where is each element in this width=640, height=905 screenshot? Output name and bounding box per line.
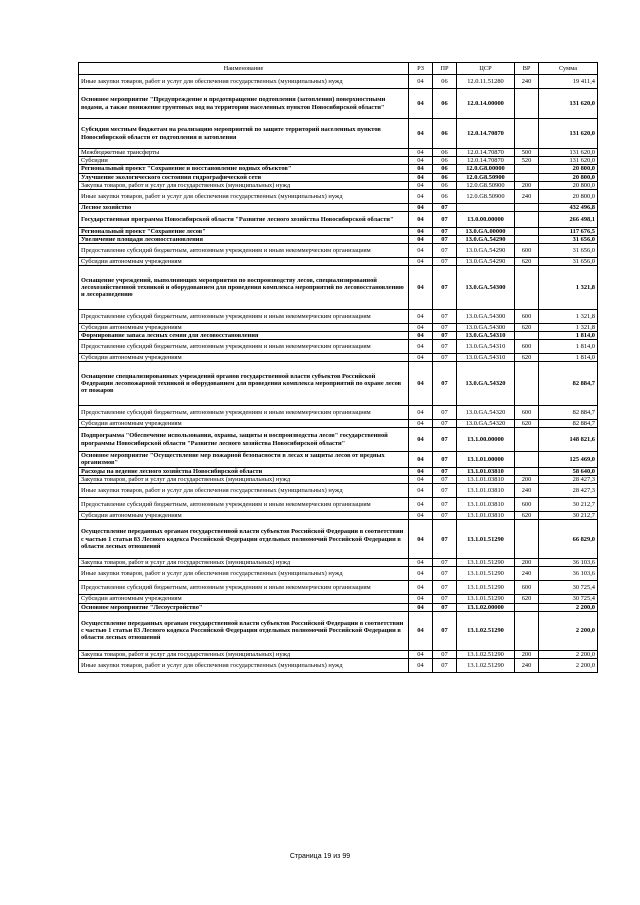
cell-pr: 07: [433, 467, 457, 475]
cell-csr: 13.1.01.03810: [457, 475, 515, 483]
cell-pr: 07: [433, 595, 457, 603]
cell-csr: 13.1.01.51290: [457, 520, 515, 559]
table-row: [79, 498, 598, 512]
cell-sum: 82 884,7: [539, 405, 598, 419]
cell-pr: 06: [433, 157, 457, 165]
table-row: [79, 559, 598, 567]
cell-vr: [515, 520, 539, 559]
cell-csr: 13.0.GA.54320: [457, 362, 515, 406]
cell-sum: 2 200,0: [539, 611, 598, 650]
cell-csr: 13.0.GA.54300: [457, 309, 515, 323]
cell-vr: 620: [515, 258, 539, 266]
table-row: [79, 354, 598, 362]
cell-rz: 04: [409, 181, 433, 189]
cell-sum: 131 620,0: [539, 119, 598, 149]
cell-sum: 131 620,0: [539, 157, 598, 165]
cell-rz: 04: [409, 235, 433, 243]
cell-sum: 28 427,3: [539, 475, 598, 483]
table-row: [79, 467, 598, 475]
cell-rz: 04: [409, 559, 433, 567]
cell-pr: 07: [433, 212, 457, 228]
cell-vr: 240: [515, 75, 539, 89]
table-row: [79, 405, 598, 419]
cell-vr: [515, 362, 539, 406]
cell-rz: 04: [409, 611, 433, 650]
cell-csr: 13.1.02.51290: [457, 650, 515, 658]
cell-vr: 500: [515, 149, 539, 157]
table-row: [79, 512, 598, 520]
cell-pr: 07: [433, 258, 457, 266]
cell-sum: 131 620,0: [539, 149, 598, 157]
cell-vr: 620: [515, 595, 539, 603]
cell-rz: 04: [409, 340, 433, 354]
cell-pr: 07: [433, 498, 457, 512]
header-csr: ЦСР: [457, 63, 515, 75]
cell-csr: 12.0.14.70870: [457, 157, 515, 165]
cell-csr: 13.1.01.51290: [457, 567, 515, 581]
table-row: [79, 581, 598, 595]
cell-pr: 06: [433, 190, 457, 204]
cell-pr: 07: [433, 428, 457, 452]
cell-rz: 04: [409, 581, 433, 595]
cell-name: Иные закупки товаров, работ и услуг для обеспечения государственных (муниципальных) нужд: [79, 190, 409, 204]
cell-vr: 620: [515, 323, 539, 331]
cell-pr: 07: [433, 520, 457, 559]
cell-rz: 04: [409, 467, 433, 475]
cell-csr: 13.1.01.51290: [457, 559, 515, 567]
cell-rz: 04: [409, 512, 433, 520]
cell-sum: 1 814,0: [539, 340, 598, 354]
budget-document: [78, 62, 597, 673]
cell-pr: 07: [433, 244, 457, 258]
cell-rz: 04: [409, 650, 433, 658]
cell-sum: 432 496,8: [539, 204, 598, 212]
cell-rz: 04: [409, 520, 433, 559]
cell-name: Иные закупки товаров, работ и услуг для обеспечения государственных (муниципальных) нужд: [79, 567, 409, 581]
table-row: [79, 452, 598, 468]
cell-name: Основное мероприятие "Лесоустройство": [79, 603, 409, 611]
cell-csr: 13.0.GA.54290: [457, 258, 515, 266]
cell-sum: 1 321,8: [539, 323, 598, 331]
cell-sum: 20 800,0: [539, 173, 598, 181]
cell-pr: 06: [433, 173, 457, 181]
cell-vr: [515, 165, 539, 173]
cell-csr: 13.1.00.00000: [457, 428, 515, 452]
table-row: [79, 235, 598, 243]
cell-vr: 600: [515, 340, 539, 354]
table-row: [79, 181, 598, 189]
cell-csr: 13.1.01.00000: [457, 452, 515, 468]
cell-rz: 04: [409, 475, 433, 483]
cell-rz: 04: [409, 603, 433, 611]
cell-name: Субсидии: [79, 157, 409, 165]
cell-pr: 07: [433, 332, 457, 340]
cell-sum: 2 200,0: [539, 650, 598, 658]
cell-name: Закупка товаров, работ и услуг для государственных (муниципальных) нужд: [79, 650, 409, 658]
cell-csr: 13.1.02.51290: [457, 659, 515, 673]
cell-rz: 04: [409, 149, 433, 157]
cell-name: Региональный проект "Сохранение лесов": [79, 227, 409, 235]
table-row: [79, 475, 598, 483]
cell-csr: 12.0.14.70870: [457, 149, 515, 157]
cell-sum: 20 800,0: [539, 181, 598, 189]
cell-name: Оснащение учреждений, выполняющих мероприятия по воспроизводству лесов, специализированной лесохозяйственной техникой и оборудованием для проведения комплекса мероприятий по лесовосстановлению и лесоразведению: [79, 266, 409, 310]
table-row: [79, 165, 598, 173]
cell-sum: 1 321,8: [539, 266, 598, 310]
cell-pr: 06: [433, 119, 457, 149]
cell-pr: 07: [433, 204, 457, 212]
cell-csr: 13.1.02.00000: [457, 603, 515, 611]
cell-sum: 20 800,0: [539, 190, 598, 204]
cell-sum: 31 656,0: [539, 235, 598, 243]
cell-vr: [515, 89, 539, 119]
cell-name: Предоставление субсидий бюджетным, автономным учреждениям и иным некоммерческим организациям: [79, 340, 409, 354]
cell-pr: 07: [433, 559, 457, 567]
cell-pr: 06: [433, 165, 457, 173]
cell-csr: 13.0.GA.54310: [457, 332, 515, 340]
cell-vr: 240: [515, 567, 539, 581]
table-row: [79, 89, 598, 119]
cell-csr: 13.1.01.51290: [457, 595, 515, 603]
cell-vr: 200: [515, 181, 539, 189]
cell-vr: 600: [515, 244, 539, 258]
cell-name: Расходы на ведение лесного хозяйства Новосибирской области: [79, 467, 409, 475]
cell-pr: 07: [433, 227, 457, 235]
cell-name: Увеличение площади лесовосстановления: [79, 235, 409, 243]
cell-name: Государственная программа Новосибирской области "Развитие лесного хозяйства Новосибирской области": [79, 212, 409, 228]
cell-vr: [515, 212, 539, 228]
table-row: [79, 212, 598, 228]
table-row: [79, 428, 598, 452]
cell-csr: 13.1.01.03810: [457, 467, 515, 475]
cell-sum: 20 800,0: [539, 165, 598, 173]
cell-vr: [515, 467, 539, 475]
cell-vr: [515, 603, 539, 611]
table-row: [79, 204, 598, 212]
cell-csr: 13.1.01.03810: [457, 498, 515, 512]
table-row: [79, 75, 598, 89]
cell-csr: 13.0.00.00000: [457, 212, 515, 228]
header-sum: Сумма: [539, 63, 598, 75]
cell-rz: 04: [409, 405, 433, 419]
cell-name: Региональный проект "Сохранение и восстановление водных объектов": [79, 165, 409, 173]
cell-vr: [515, 227, 539, 235]
cell-csr: 13.0.GA.54300: [457, 266, 515, 310]
cell-pr: 07: [433, 650, 457, 658]
cell-name: Предоставление субсидий бюджетным, автономным учреждениям и иным некоммерческим организациям: [79, 581, 409, 595]
cell-vr: 620: [515, 419, 539, 427]
table-row: [79, 227, 598, 235]
cell-name: Субсидии автономным учреждениям: [79, 258, 409, 266]
budget-table: [78, 62, 598, 673]
cell-csr: 13.1.01.51290: [457, 581, 515, 595]
cell-vr: [515, 173, 539, 181]
cell-vr: [515, 235, 539, 243]
cell-vr: 240: [515, 659, 539, 673]
cell-vr: 520: [515, 157, 539, 165]
header-name: Наименование: [79, 63, 409, 75]
cell-vr: [515, 332, 539, 340]
cell-sum: 1 321,8: [539, 309, 598, 323]
cell-pr: 07: [433, 405, 457, 419]
cell-csr: 13.1.01.03810: [457, 484, 515, 498]
cell-rz: 04: [409, 484, 433, 498]
cell-pr: 06: [433, 149, 457, 157]
cell-sum: 82 884,7: [539, 362, 598, 406]
table-row: [79, 340, 598, 354]
table-row: [79, 157, 598, 165]
table-row: [79, 650, 598, 658]
cell-pr: 07: [433, 419, 457, 427]
cell-sum: 36 103,6: [539, 559, 598, 567]
cell-name: Иные закупки товаров, работ и услуг для обеспечения государственных (муниципальных) нужд: [79, 659, 409, 673]
page-number: Страница 19 из 99: [289, 853, 351, 860]
cell-name: Субсидии автономным учреждениям: [79, 354, 409, 362]
cell-pr: 07: [433, 581, 457, 595]
cell-pr: 07: [433, 266, 457, 310]
cell-pr: 07: [433, 235, 457, 243]
table-row: [79, 332, 598, 340]
cell-csr: 13.0.GA.00000: [457, 227, 515, 235]
cell-sum: 125 469,0: [539, 452, 598, 468]
table-row: [79, 173, 598, 181]
cell-rz: 04: [409, 157, 433, 165]
cell-vr: [515, 428, 539, 452]
cell-sum: 31 656,0: [539, 258, 598, 266]
cell-name: Предоставление субсидий бюджетным, автономным учреждениям и иным некоммерческим организациям: [79, 498, 409, 512]
cell-name: Улучшение экологического состояния гидрографической сети: [79, 173, 409, 181]
cell-vr: 240: [515, 190, 539, 204]
cell-vr: [515, 611, 539, 650]
cell-pr: 07: [433, 603, 457, 611]
table-body: [79, 75, 598, 673]
table-row: [79, 149, 598, 157]
cell-csr: 13.0.GA.54310: [457, 354, 515, 362]
cell-name: Предоставление субсидий бюджетным, автономным учреждениям и иным некоммерческим организациям: [79, 309, 409, 323]
table-row: [79, 258, 598, 266]
cell-sum: 58 640,0: [539, 467, 598, 475]
cell-vr: 200: [515, 475, 539, 483]
cell-rz: 04: [409, 212, 433, 228]
header-rz: РЗ: [409, 63, 433, 75]
table-row: [79, 484, 598, 498]
cell-rz: 04: [409, 428, 433, 452]
cell-sum: 31 656,0: [539, 244, 598, 258]
cell-name: Субсидии местным бюджетам на реализацию мероприятий по защите территорий населенных пунктов Новосибирской области от подтопления и затопления: [79, 119, 409, 149]
cell-sum: 148 821,6: [539, 428, 598, 452]
cell-name: Иные закупки товаров, работ и услуг для обеспечения государственных (муниципальных) нужд: [79, 484, 409, 498]
cell-sum: 1 814,0: [539, 354, 598, 362]
cell-pr: 07: [433, 484, 457, 498]
cell-vr: [515, 204, 539, 212]
cell-vr: 620: [515, 354, 539, 362]
cell-csr: 13.0.GA.54320: [457, 405, 515, 419]
cell-pr: 07: [433, 309, 457, 323]
cell-rz: 04: [409, 595, 433, 603]
table-row: [79, 595, 598, 603]
cell-rz: 04: [409, 498, 433, 512]
cell-name: Лесное хозяйство: [79, 204, 409, 212]
cell-pr: 07: [433, 567, 457, 581]
table-row: [79, 244, 598, 258]
cell-name: Субсидии автономным учреждениям: [79, 419, 409, 427]
cell-pr: 07: [433, 340, 457, 354]
header-pr: ПР: [433, 63, 457, 75]
cell-rz: 04: [409, 204, 433, 212]
cell-name: Формирование запаса лесных семян для лесовосстановления: [79, 332, 409, 340]
cell-rz: 04: [409, 244, 433, 258]
cell-pr: 07: [433, 323, 457, 331]
cell-rz: 04: [409, 89, 433, 119]
cell-sum: 30 212,7: [539, 512, 598, 520]
cell-pr: 07: [433, 452, 457, 468]
cell-pr: 06: [433, 89, 457, 119]
cell-name: Осуществление переданных органам государственной власти субъектов Российской Федерации в соответствии с частью 1 статьи 83 Лесного кодекса Российской Федерации отдельных полномочий Российской Федерации в области лесных отношений: [79, 520, 409, 559]
cell-name: Предоставление субсидий бюджетным, автономным учреждениям и иным некоммерческим организациям: [79, 244, 409, 258]
cell-csr: 12.0.14.00000: [457, 89, 515, 119]
cell-rz: 04: [409, 258, 433, 266]
cell-rz: 04: [409, 190, 433, 204]
cell-sum: 117 676,5: [539, 227, 598, 235]
cell-pr: 07: [433, 362, 457, 406]
cell-rz: 04: [409, 119, 433, 149]
cell-sum: 82 884,7: [539, 419, 598, 427]
cell-csr: 13.0.GA.54320: [457, 419, 515, 427]
cell-name: Закупка товаров, работ и услуг для государственных (муниципальных) нужд: [79, 559, 409, 567]
cell-rz: 04: [409, 452, 433, 468]
cell-vr: 600: [515, 498, 539, 512]
cell-csr: 13.0.GA.54310: [457, 340, 515, 354]
cell-name: Субсидии автономным учреждениям: [79, 323, 409, 331]
cell-name: Основное мероприятие "Предупреждение и предотвращение подтопления (затопления) поверхностными водами, а также понижение грунтовых вод на территории населенных пунктов Новосибирской области": [79, 89, 409, 119]
table-row: [79, 190, 598, 204]
cell-vr: 600: [515, 581, 539, 595]
cell-name: Иные закупки товаров, работ и услуг для обеспечения государственных (муниципальных) нужд: [79, 75, 409, 89]
table-row: [79, 419, 598, 427]
cell-name: Субсидии автономным учреждениям: [79, 512, 409, 520]
cell-rz: 04: [409, 75, 433, 89]
cell-name: Субсидии автономным учреждениям: [79, 595, 409, 603]
table-row: [79, 309, 598, 323]
cell-rz: 04: [409, 332, 433, 340]
cell-csr: 12.0.G8.50900: [457, 181, 515, 189]
cell-rz: 04: [409, 354, 433, 362]
cell-pr: 07: [433, 659, 457, 673]
cell-pr: 07: [433, 611, 457, 650]
cell-rz: 04: [409, 266, 433, 310]
table-row: [79, 659, 598, 673]
cell-name: Закупка товаров, работ и услуг для государственных (муниципальных) нужд: [79, 181, 409, 189]
cell-sum: 30 212,7: [539, 498, 598, 512]
header-vr: ВР: [515, 63, 539, 75]
cell-vr: [515, 266, 539, 310]
cell-vr: 600: [515, 405, 539, 419]
cell-vr: 200: [515, 650, 539, 658]
table-row: [79, 266, 598, 310]
cell-vr: [515, 119, 539, 149]
cell-rz: 04: [409, 323, 433, 331]
cell-csr: 13.0.GA.54290: [457, 244, 515, 258]
cell-sum: 30 725,4: [539, 581, 598, 595]
cell-rz: 04: [409, 173, 433, 181]
table-row: [79, 520, 598, 559]
cell-sum: 30 725,4: [539, 595, 598, 603]
cell-pr: 07: [433, 354, 457, 362]
cell-csr: 12.0.G8.00000: [457, 165, 515, 173]
cell-csr: [457, 204, 515, 212]
cell-csr: 13.0.GA.54290: [457, 235, 515, 243]
table-row: [79, 603, 598, 611]
cell-name: Основное мероприятие "Осуществление мер пожарной безопасности в лесах и защиты лесов от вредных организмов": [79, 452, 409, 468]
cell-rz: 04: [409, 567, 433, 581]
cell-name: Межбюджетные трансферты: [79, 149, 409, 157]
cell-pr: 07: [433, 475, 457, 483]
cell-rz: 04: [409, 659, 433, 673]
cell-csr: 12.0.G8.50900: [457, 173, 515, 181]
cell-name: Предоставление субсидий бюджетным, автономным учреждениям и иным некоммерческим организациям: [79, 405, 409, 419]
cell-pr: 07: [433, 512, 457, 520]
cell-sum: 2 200,0: [539, 603, 598, 611]
cell-name: Осуществление переданных органам государственной власти субъектов Российской Федерации в соответствии с частью 1 статьи 83 Лесного кодекса Российской Федерации отдельных полномочий Российской Федерации в области лесных отношений: [79, 611, 409, 650]
table-row: [79, 567, 598, 581]
cell-vr: 200: [515, 559, 539, 567]
table-header-row: [79, 63, 598, 75]
cell-rz: 04: [409, 309, 433, 323]
cell-name: Оснащение специализированных учреждений органов государственной власти субъектов Российской Федерации лесопожарной техникой и оборудованием для проведения комплекса мероприятий по охране лесов от пожаров: [79, 362, 409, 406]
cell-csr: 12.0.G8.50900: [457, 190, 515, 204]
table-row: [79, 323, 598, 331]
cell-csr: 12.0.11.51280: [457, 75, 515, 89]
cell-sum: 36 103,6: [539, 567, 598, 581]
cell-sum: 28 427,3: [539, 484, 598, 498]
table-row: [79, 611, 598, 650]
cell-rz: 04: [409, 419, 433, 427]
cell-csr: 13.1.01.03810: [457, 512, 515, 520]
cell-rz: 04: [409, 165, 433, 173]
cell-csr: 13.0.GA.54300: [457, 323, 515, 331]
cell-rz: 04: [409, 362, 433, 406]
cell-sum: 266 498,1: [539, 212, 598, 228]
cell-pr: 06: [433, 75, 457, 89]
cell-vr: 240: [515, 484, 539, 498]
cell-csr: 13.1.02.51290: [457, 611, 515, 650]
cell-vr: [515, 452, 539, 468]
table-row: [79, 362, 598, 406]
cell-sum: 1 814,0: [539, 332, 598, 340]
cell-sum: 2 200,0: [539, 659, 598, 673]
cell-name: Закупка товаров, работ и услуг для государственных (муниципальных) нужд: [79, 475, 409, 483]
table-row: [79, 119, 598, 149]
cell-sum: 66 829,0: [539, 520, 598, 559]
cell-vr: 620: [515, 512, 539, 520]
cell-name: Подпрограмма "Обеспечение использования, охраны, защиты и воспроизводства лесов" государственной программы Новосибирской области "Развитие лесного хозяйства Новосибирской области": [79, 428, 409, 452]
cell-pr: 06: [433, 181, 457, 189]
cell-rz: 04: [409, 227, 433, 235]
cell-vr: 600: [515, 309, 539, 323]
cell-sum: 19 411,4: [539, 75, 598, 89]
cell-csr: 12.0.14.70870: [457, 119, 515, 149]
cell-sum: 131 620,0: [539, 89, 598, 119]
